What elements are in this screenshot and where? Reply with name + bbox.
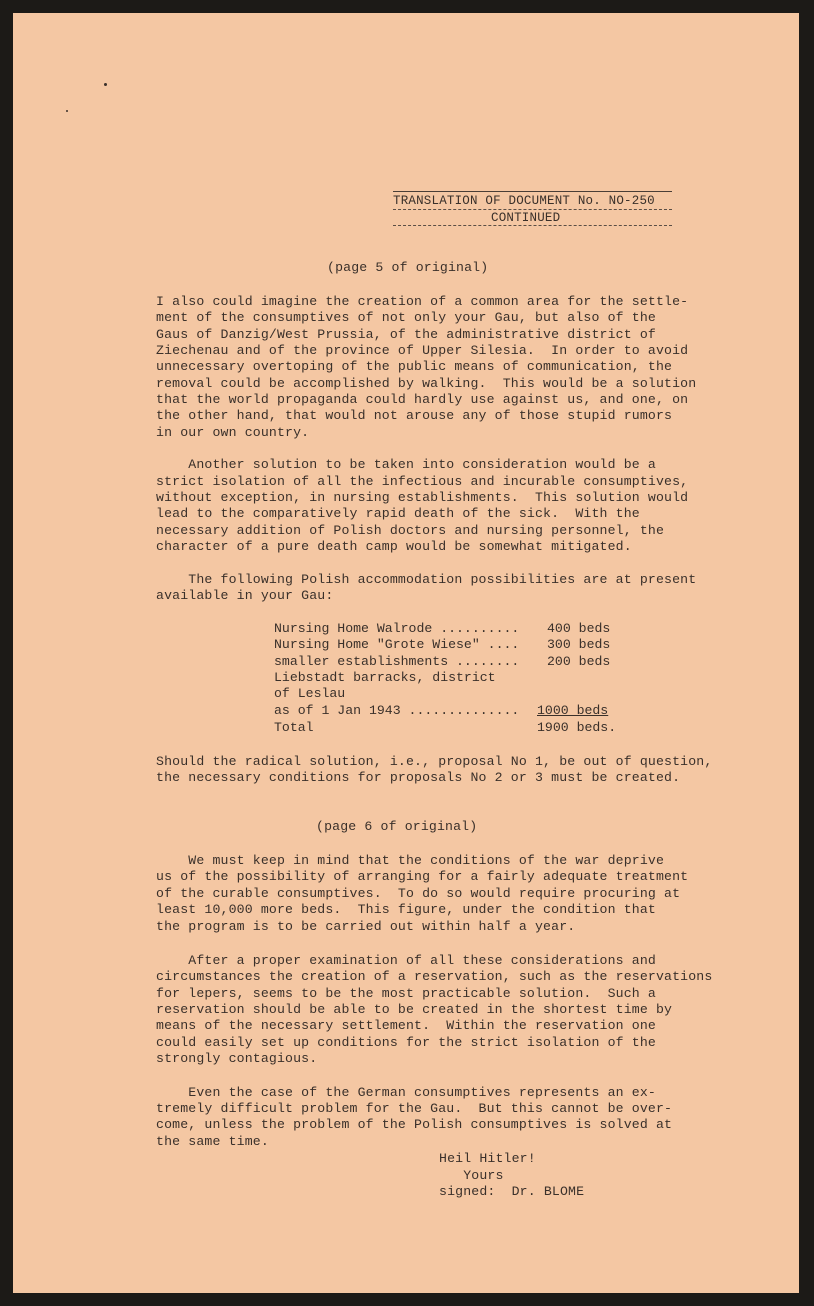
page-marker-5: (page 5 of original) (327, 260, 489, 275)
header-top-rule (393, 191, 672, 192)
bed-count: 200 beds (547, 654, 611, 669)
list-item: of Leslau (274, 686, 346, 701)
closing-salute: Heil Hitler! (439, 1151, 536, 1166)
list-item-total: Total (274, 720, 314, 735)
list-item: Liebstadt barracks, district (274, 670, 496, 685)
page-marker-6: (page 6 of original) (316, 819, 478, 834)
list-item: smaller establishments ........ (274, 654, 520, 669)
list-item: Nursing Home Walrode .......... (274, 621, 520, 636)
document-subtitle: CONTINUED (491, 211, 561, 225)
bed-count: 400 beds (547, 621, 611, 636)
header-mid-rule (393, 209, 672, 210)
header-bottom-rule (393, 225, 672, 226)
closing-yours: Yours (439, 1168, 504, 1183)
list-item: as of 1 Jan 1943 .............. (274, 703, 520, 718)
list-item: Nursing Home "Grote Wiese" .... (274, 637, 520, 652)
document-title: TRANSLATION OF DOCUMENT No. NO-250 (393, 194, 655, 208)
signature: signed: Dr. BLOME (439, 1184, 585, 1199)
bed-count: 300 beds (547, 637, 611, 652)
bed-count: 1000 beds (537, 703, 609, 718)
ink-speck (104, 83, 107, 86)
bed-count-total: 1900 beds. (537, 720, 617, 735)
accommodation-list (274, 621, 617, 741)
ink-speck (66, 110, 68, 112)
document-page: TRANSLATION OF DOCUMENT No. NO-250 CONTINUED (page 5 of original) I also could imagine the creation of a common area for the settle- ment of the consumptives of not only your Gau, but also of the Gaus of Danzig/West Prussia, of the administrative district of Ziechenau and of the province of Upper Silesia. In order to avoid unnecessary overtoping of the public means of communication, the removal could be accomplished by walking. This would be a solution that the world propaganda could hardly use against us, and one, on the other hand, that would not arouse any of those stupid rumors in our own country. Another solution to be taken into consideration would be a strict isolation of all the infectious and incurable consumptives, without exception, in nursing establishments. This solution would lead to the comparatively rapid death of the sick. With the necessary addition of Polish doctors and nursing personnel, the character of a pure death camp would be somewhat mitigated. The following Polish accommodation possibilities are at present available in your Gau: Nursing Home Walrode .......... 400 beds Nursing Home "Grote Wiese" .... 300 beds smaller establishments ........ 200 beds Liebstadt barracks, district of Leslau as of 1 Jan 1943 .............. 1000 beds Total 1900 beds. Should the radical solution, i.e., proposal No 1, be out of question, the necessary conditions for proposals No 2 or 3 must be created. (page 6 of original) We must keep in mind that the conditions of the war deprive us of the possibility of arranging for a fairly adequate treatment of the curable consumptives. To do so would require procuring at least 10,000 more beds. This figure, under the condition that the program is to be carried out within half a year. After a proper examination of all these considerations and circumstances the creation of a reservation, such as the reservations for lepers, seems to be the most practicable solution. Such a reservation should be able to be created in the shortest time by means of the necessary settlement. Within the reservation one could easily set up conditions for the strict isolation of the strongly contagious. Even the case of the German consumptives represents an ex- tremely difficult problem for the Gau. But this cannot be over- come, unless the problem of the Polish consumptives is solved at the same time. Heil Hitler! Yours signed: Dr. BLOME (13, 13, 799, 1293)
